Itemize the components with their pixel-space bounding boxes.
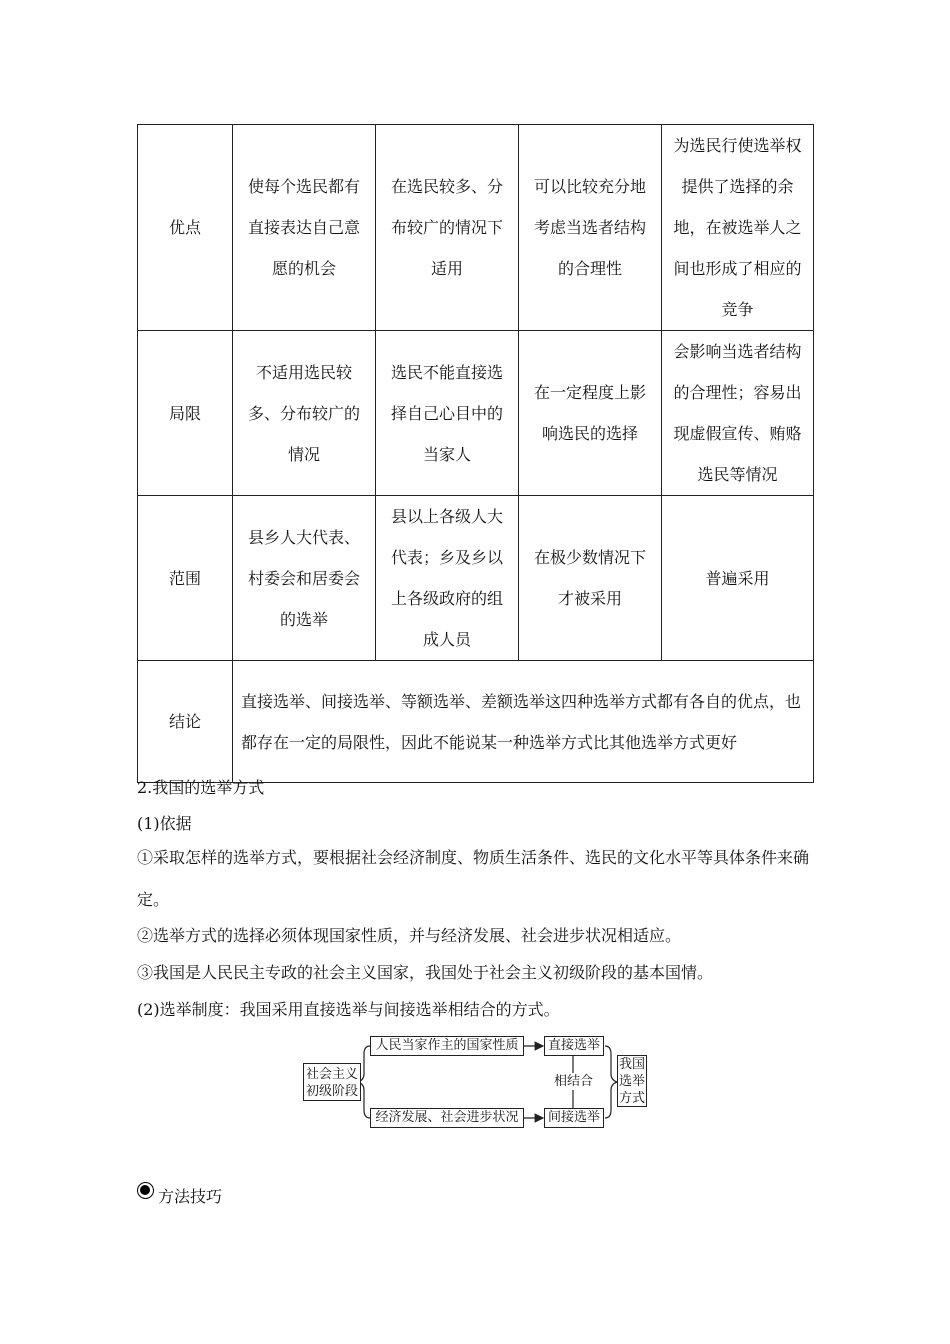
system-text: (2)选举制度：我国采用直接选举与间接选举相结合的方式。 xyxy=(137,1000,560,1019)
table-cell: 为选民行使选举权提供了选择的余地，在被选举人之间也形成了相应的竞争 xyxy=(662,125,814,331)
diagram-direct-box: 直接选举 xyxy=(544,1036,604,1056)
basis-point-2: ②选举方式的选择必须体现国家性质，并与经济发展、社会进步状况相适应。 xyxy=(137,926,682,945)
method-label: 方法技巧 xyxy=(158,1187,223,1206)
table-cell: 县以上各级人大代表；乡及乡以上各级政府的组成人员 xyxy=(376,496,519,661)
row-label-limitations: 局限 xyxy=(138,331,233,496)
basis-point-1: ①采取怎样的选举方式，要根据社会经济制度、物质生活条件、选民的文化水平等具体条件来确定。 xyxy=(137,848,810,909)
table-cell: 在一定程度上影响选民的选择 xyxy=(519,331,662,496)
diagram-combine-label: 相结合 xyxy=(554,1074,594,1089)
diagram-bottom-box: 经济发展、社会进步状况 xyxy=(370,1108,524,1128)
diagram-indirect-box: 间接选举 xyxy=(544,1108,604,1128)
conclusion-text: 直接选举、间接选举、等额选举、差额选举这四种选举方式都有各自的优点，也都存在一定的局限性，因此不能说某一种选举方式比其他选举方式更好 xyxy=(233,661,814,783)
basis-heading: (1)依据 xyxy=(137,814,192,833)
table-cell: 在极少数情况下才被采用 xyxy=(519,496,662,661)
table-cell: 可以比较充分地考虑当选者结构的合理性 xyxy=(519,125,662,331)
row-label-advantages: 优点 xyxy=(138,125,233,331)
diagram-right-box: 我国选举方式 xyxy=(618,1057,645,1106)
table-cell: 使每个选民都有直接表达自己意愿的机会 xyxy=(233,125,376,331)
bullet-icon xyxy=(137,1182,154,1199)
table-cell: 在选民较多、分布较广的情况下适用 xyxy=(376,125,519,331)
table-cell: 不适用选民较多、分布较广的情况 xyxy=(233,331,376,496)
table-cell: 会影响当选者结构的合理性；容易出现虚假宣传、贿赂选民等情况 xyxy=(662,331,814,496)
table-cell: 县乡人大代表、村委会和居委会的选举 xyxy=(233,496,376,661)
section-heading: 2.我国的选举方式 xyxy=(137,778,265,797)
row-label-scope: 范围 xyxy=(138,496,233,661)
row-label-conclusion: 结论 xyxy=(138,661,233,783)
basis-point-3: ③我国是人民民主专政的社会主义国家，我国处于社会主义初级阶段的基本国情。 xyxy=(137,963,714,982)
table-cell: 选民不能直接选择自己心目中的当家人 xyxy=(376,331,519,496)
diagram-top-box: 人民当家作主的国家性质 xyxy=(370,1036,524,1056)
diagram-left-box: 社会主义初级阶段 xyxy=(303,1063,361,1101)
table-cell: 普遍采用 xyxy=(662,496,814,661)
